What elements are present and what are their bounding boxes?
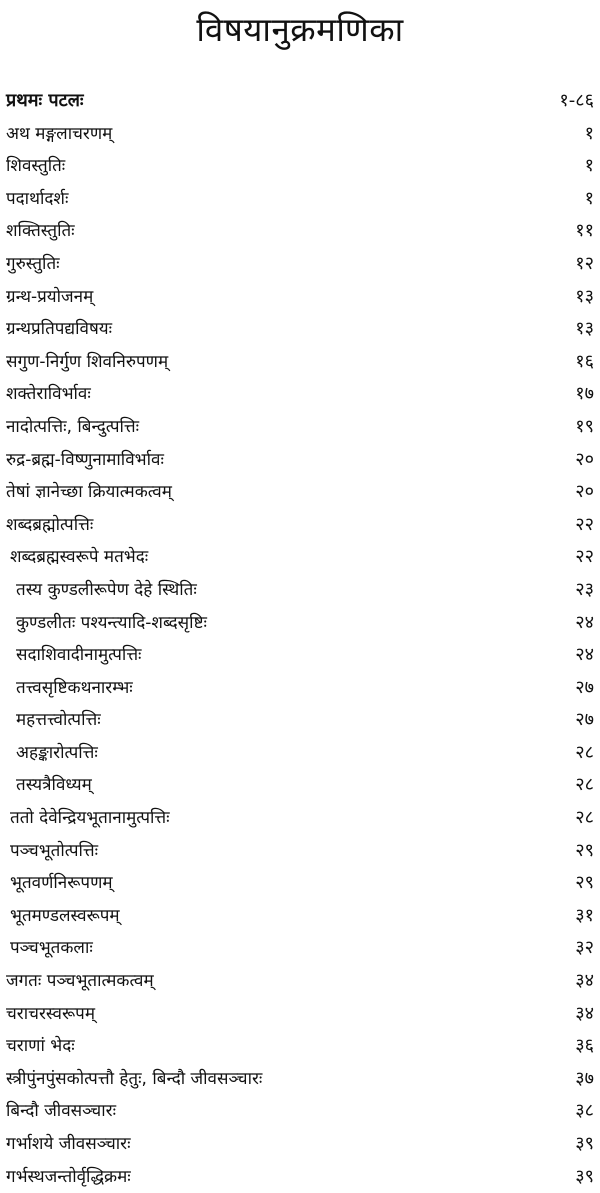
toc-row (6, 900, 596, 933)
toc-page-number: १३ (575, 318, 594, 340)
toc-entry: प्रथमः पटलः (6, 90, 84, 111)
toc-entry: गर्भस्थजन्तोर्वृद्धिक्रमः (6, 1166, 131, 1187)
toc-entry: अहङ्कारोत्पत्तिः (16, 742, 98, 763)
toc-row (6, 509, 596, 542)
toc-row (6, 1095, 596, 1128)
toc-row (6, 378, 596, 411)
toc-row (6, 672, 596, 705)
toc-entry: कुण्डलीतः पश्यन्त्यादि-शब्दसृष्टिः (16, 612, 207, 633)
toc-page-number: २८ (575, 741, 594, 763)
toc-entry: तत्त्वसृष्टिकथनारम्भः (16, 677, 133, 698)
toc-row (6, 444, 596, 477)
toc-page-number: २० (575, 481, 594, 503)
toc-page-number: १९ (575, 415, 594, 437)
toc-page-number: ३४ (575, 1002, 594, 1024)
toc-row (6, 835, 596, 868)
toc-entry: अथ मङ्गलाचरणम् (6, 123, 113, 144)
toc-page-number: २८ (575, 807, 594, 829)
toc-page-number: ३१ (575, 904, 594, 926)
toc-row (6, 1030, 596, 1063)
toc-entry: शिवस्तुतिः (6, 156, 66, 177)
toc-page-number: २२ (575, 546, 594, 568)
toc-page-number: १ (584, 187, 594, 209)
toc-row (6, 1161, 596, 1193)
toc-row (6, 118, 596, 151)
toc-page-number: २८ (575, 774, 594, 796)
toc-page-number: १२ (575, 252, 594, 274)
toc-page-number: १-८६ (559, 90, 594, 111)
toc-entry: महत्तत्त्वोत्पत्तिः (16, 710, 101, 731)
toc-page-number: १३ (575, 285, 594, 307)
toc-entry: रुद्र-ब्रह्म-विष्णुनामाविर्भावः (6, 449, 164, 470)
toc-entry: शक्तिस्तुतिः (6, 221, 75, 242)
toc-entry: सदाशिवादीनामुत्पत्तिः (16, 645, 142, 666)
toc-page-number: १७ (575, 383, 594, 405)
toc-row (6, 215, 596, 248)
toc-row (6, 704, 596, 737)
toc-page-number: २० (575, 448, 594, 470)
toc-row (6, 1063, 596, 1096)
toc-entry: पञ्चभूतोत्पत्तिः (10, 840, 99, 861)
toc-entry: नादोत्पत्तिः, बिन्दुत्पत्तिः (6, 416, 140, 437)
toc-page-number: २३ (575, 578, 594, 600)
toc-page-number: १ (584, 122, 594, 144)
toc-row (6, 248, 596, 281)
toc-entry: शक्तेराविर्भावः (6, 384, 91, 405)
toc-entry: चराचरस्वरूपम् (6, 1003, 95, 1024)
toc-row (6, 476, 596, 509)
toc-entry: भूतवर्णनिरूपणम् (10, 873, 113, 894)
toc-entry: स्त्रीपुंनपुंसकोत्पत्तौ हेतुः, बिन्दौ जीवसञ्चारः (6, 1068, 263, 1089)
toc-row (6, 965, 596, 998)
toc-row (6, 346, 596, 379)
toc-row (6, 541, 596, 574)
toc-entry: सगुण-निर्गुण शिवनिरुपणम् (6, 351, 169, 372)
toc-entry: तस्य कुण्डलीरूपेण देहे स्थितिः (16, 579, 197, 600)
toc-row (6, 737, 596, 770)
toc-page-number: ११ (575, 220, 594, 242)
toc-entry: ग्रन्थ-प्रयोजनम् (6, 286, 94, 307)
toc-entry: गर्भाशये जीवसञ्चारः (6, 1134, 131, 1154)
toc-page-number: १ (584, 155, 594, 177)
toc-row (6, 802, 596, 835)
toc-page-number: ३६ (575, 1035, 594, 1057)
toc-entry: शब्दब्रह्मस्वरूपे मतभेदः (10, 547, 149, 568)
toc-row (6, 607, 596, 640)
toc-row (6, 183, 596, 216)
table-of-contents (6, 85, 596, 1193)
toc-entry: चराणां भेदः (6, 1036, 75, 1057)
toc-row (6, 313, 596, 346)
toc-page-number: ३९ (575, 1133, 594, 1154)
toc-entry: बिन्दौ जीवसञ्चारः (6, 1101, 117, 1122)
toc-entry: ततो देवेन्द्रियभूतानामुत्पत्तिः (10, 808, 170, 829)
toc-page-number: १६ (575, 350, 594, 372)
toc-entry: पदार्थादर्शः (6, 188, 69, 209)
toc-entry: गुरुस्तुतिः (6, 253, 60, 274)
toc-row (6, 769, 596, 802)
toc-page-number: २७ (575, 709, 594, 731)
toc-row (6, 867, 596, 900)
toc-row-heading (6, 85, 596, 118)
toc-entry: शब्दब्रह्मोत्पत्तिः (6, 514, 94, 535)
page-title: विषयानुक्रमणिका (196, 10, 404, 49)
toc-entry: तस्यत्रैविध्यम् (16, 775, 92, 796)
toc-page-number: २२ (575, 513, 594, 535)
toc-page-number: २७ (575, 676, 594, 698)
toc-page-number: २४ (575, 611, 594, 633)
toc-page-number: ३२ (575, 937, 594, 959)
toc-page-number: २४ (575, 644, 594, 666)
toc-entry: तेषां ज्ञानेच्छा क्रियात्मकत्वम् (6, 482, 172, 503)
toc-page-number: २९ (575, 839, 594, 861)
toc-entry: ग्रन्थप्रतिपद्यविषयः (6, 319, 113, 340)
toc-page-number: ३७ (575, 1067, 594, 1089)
toc-entry: जगतः पञ्चभूतात्मकत्वम् (6, 971, 154, 992)
toc-entry: भूतमण्डलस्वरूपम् (10, 905, 120, 926)
toc-row (6, 1128, 596, 1161)
toc-row (6, 998, 596, 1031)
toc-row (6, 281, 596, 314)
toc-row (6, 411, 596, 444)
toc-page-number: ३४ (575, 970, 594, 992)
toc-row (6, 574, 596, 607)
toc-entry: पञ्चभूतकलाः (10, 938, 93, 959)
toc-page-number: ३८ (575, 1100, 594, 1122)
toc-page-number: २९ (575, 872, 594, 894)
toc-row (6, 150, 596, 183)
toc-page-number: ३९ (575, 1165, 594, 1187)
toc-row (6, 639, 596, 672)
toc-row (6, 932, 596, 965)
